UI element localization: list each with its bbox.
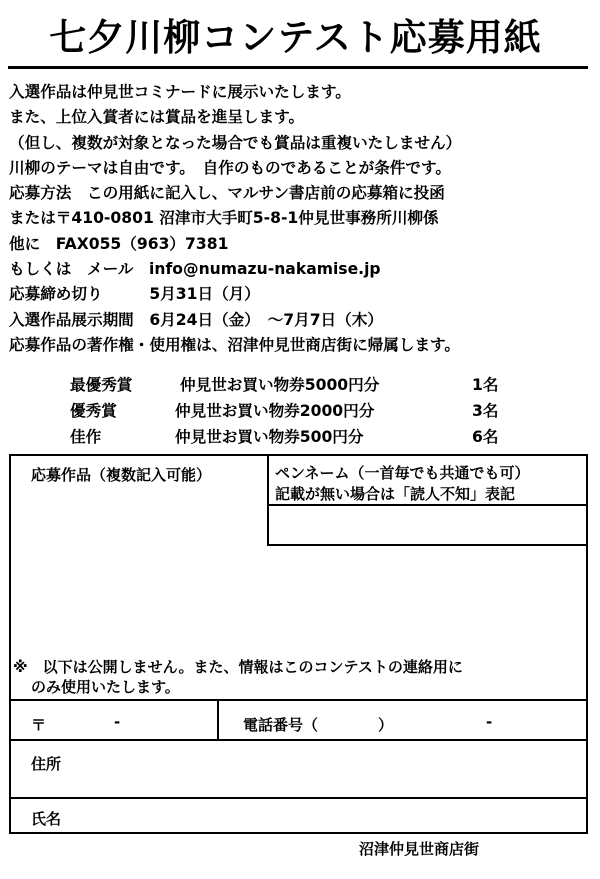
penname-label: ペンネーム（一首毎でも共通でも可） [275,464,530,482]
entry-writing-area[interactable] [13,486,263,646]
penname-note: 記載が無い場合は「読人不知」表記 [275,485,516,503]
phone-label: 電話番号（ ） [243,716,394,734]
penname-separator [267,504,587,506]
prize-name: 佳作 [70,428,102,446]
prize-count: 1名 [472,376,499,394]
postal-phone-divider [217,699,219,739]
prize-name: 優秀賞 [70,402,117,420]
organizer-name: 沼津仲見世商店街 [359,840,480,858]
instruction-line: 応募締め切り 5月31日（月） [9,285,260,304]
penname-divider [267,456,269,546]
prize-row [70,398,590,424]
form-title: 七夕川柳コンテスト応募用紙 [49,16,542,59]
name-label: 氏名 [31,810,62,828]
instruction-line: （但し、複数が対象となった場合でも賞品は重複いたしません） [9,133,462,152]
postal-mark: 〒 [31,716,47,734]
instruction-line: 他に FAX055（963）7381 [9,234,229,253]
instruction-line: または〒410-0801 沼津市大手町5-8-1仲見世事務所川柳係 [9,209,439,228]
privacy-notice-line: のみ使用いたします。 [31,678,180,696]
instruction-line: 入選作品展示期間 6月24日（金） ～7月7日（木） [9,310,383,329]
phone-dash: - [486,713,493,731]
penname-field-bottom [267,544,587,546]
prize-item: 仲見世お買い物券5000円分 [180,376,380,394]
postal-code-field[interactable] [51,704,211,736]
entry-form [9,454,588,834]
prize-item: 仲見世お買い物券2000円分 [175,402,375,420]
prize-row [70,372,590,398]
prize-count: 3名 [472,402,499,420]
address-row-bottom-rule [11,797,586,799]
instruction-line: 応募方法 この用紙に記入し、マルサン書店前の応募箱に投函 [9,184,445,203]
privacy-notice-line: ※ 以下は公開しません。また、情報はこのコンテストの連絡用に [13,658,463,676]
entry-label: 応募作品（複数記入可能） [31,466,212,484]
prize-row [70,424,590,450]
instruction-line: 入選作品は仲見世コミナードに展示いたします。 [9,83,351,101]
phone-field[interactable] [331,704,581,736]
prize-item: 仲見世お買い物券500円分 [175,428,364,446]
address-field[interactable] [71,743,583,793]
instruction-line: また、上位入賞者には賞品を進呈します。 [9,108,305,127]
prize-name: 最優秀賞 [70,376,133,394]
instructions [9,80,594,358]
postal-dash: - [114,713,121,731]
instruction-line: 川柳のテーマは自由です。 自作のものであることが条件です。 [9,158,451,177]
postal-row-bottom-rule [11,739,586,741]
penname-field[interactable] [271,507,585,542]
prize-count: 6名 [472,428,499,446]
contact-top-rule [11,699,586,701]
address-label: 住所 [31,755,62,773]
title-underline [8,66,588,69]
instruction-line: もしくは メール info@numazu-nakamise.jp [9,260,381,279]
name-field[interactable] [71,801,583,831]
instruction-line: 応募作品の著作権・使用権は、沼津仲見世商店街に帰属します。 [9,335,460,354]
